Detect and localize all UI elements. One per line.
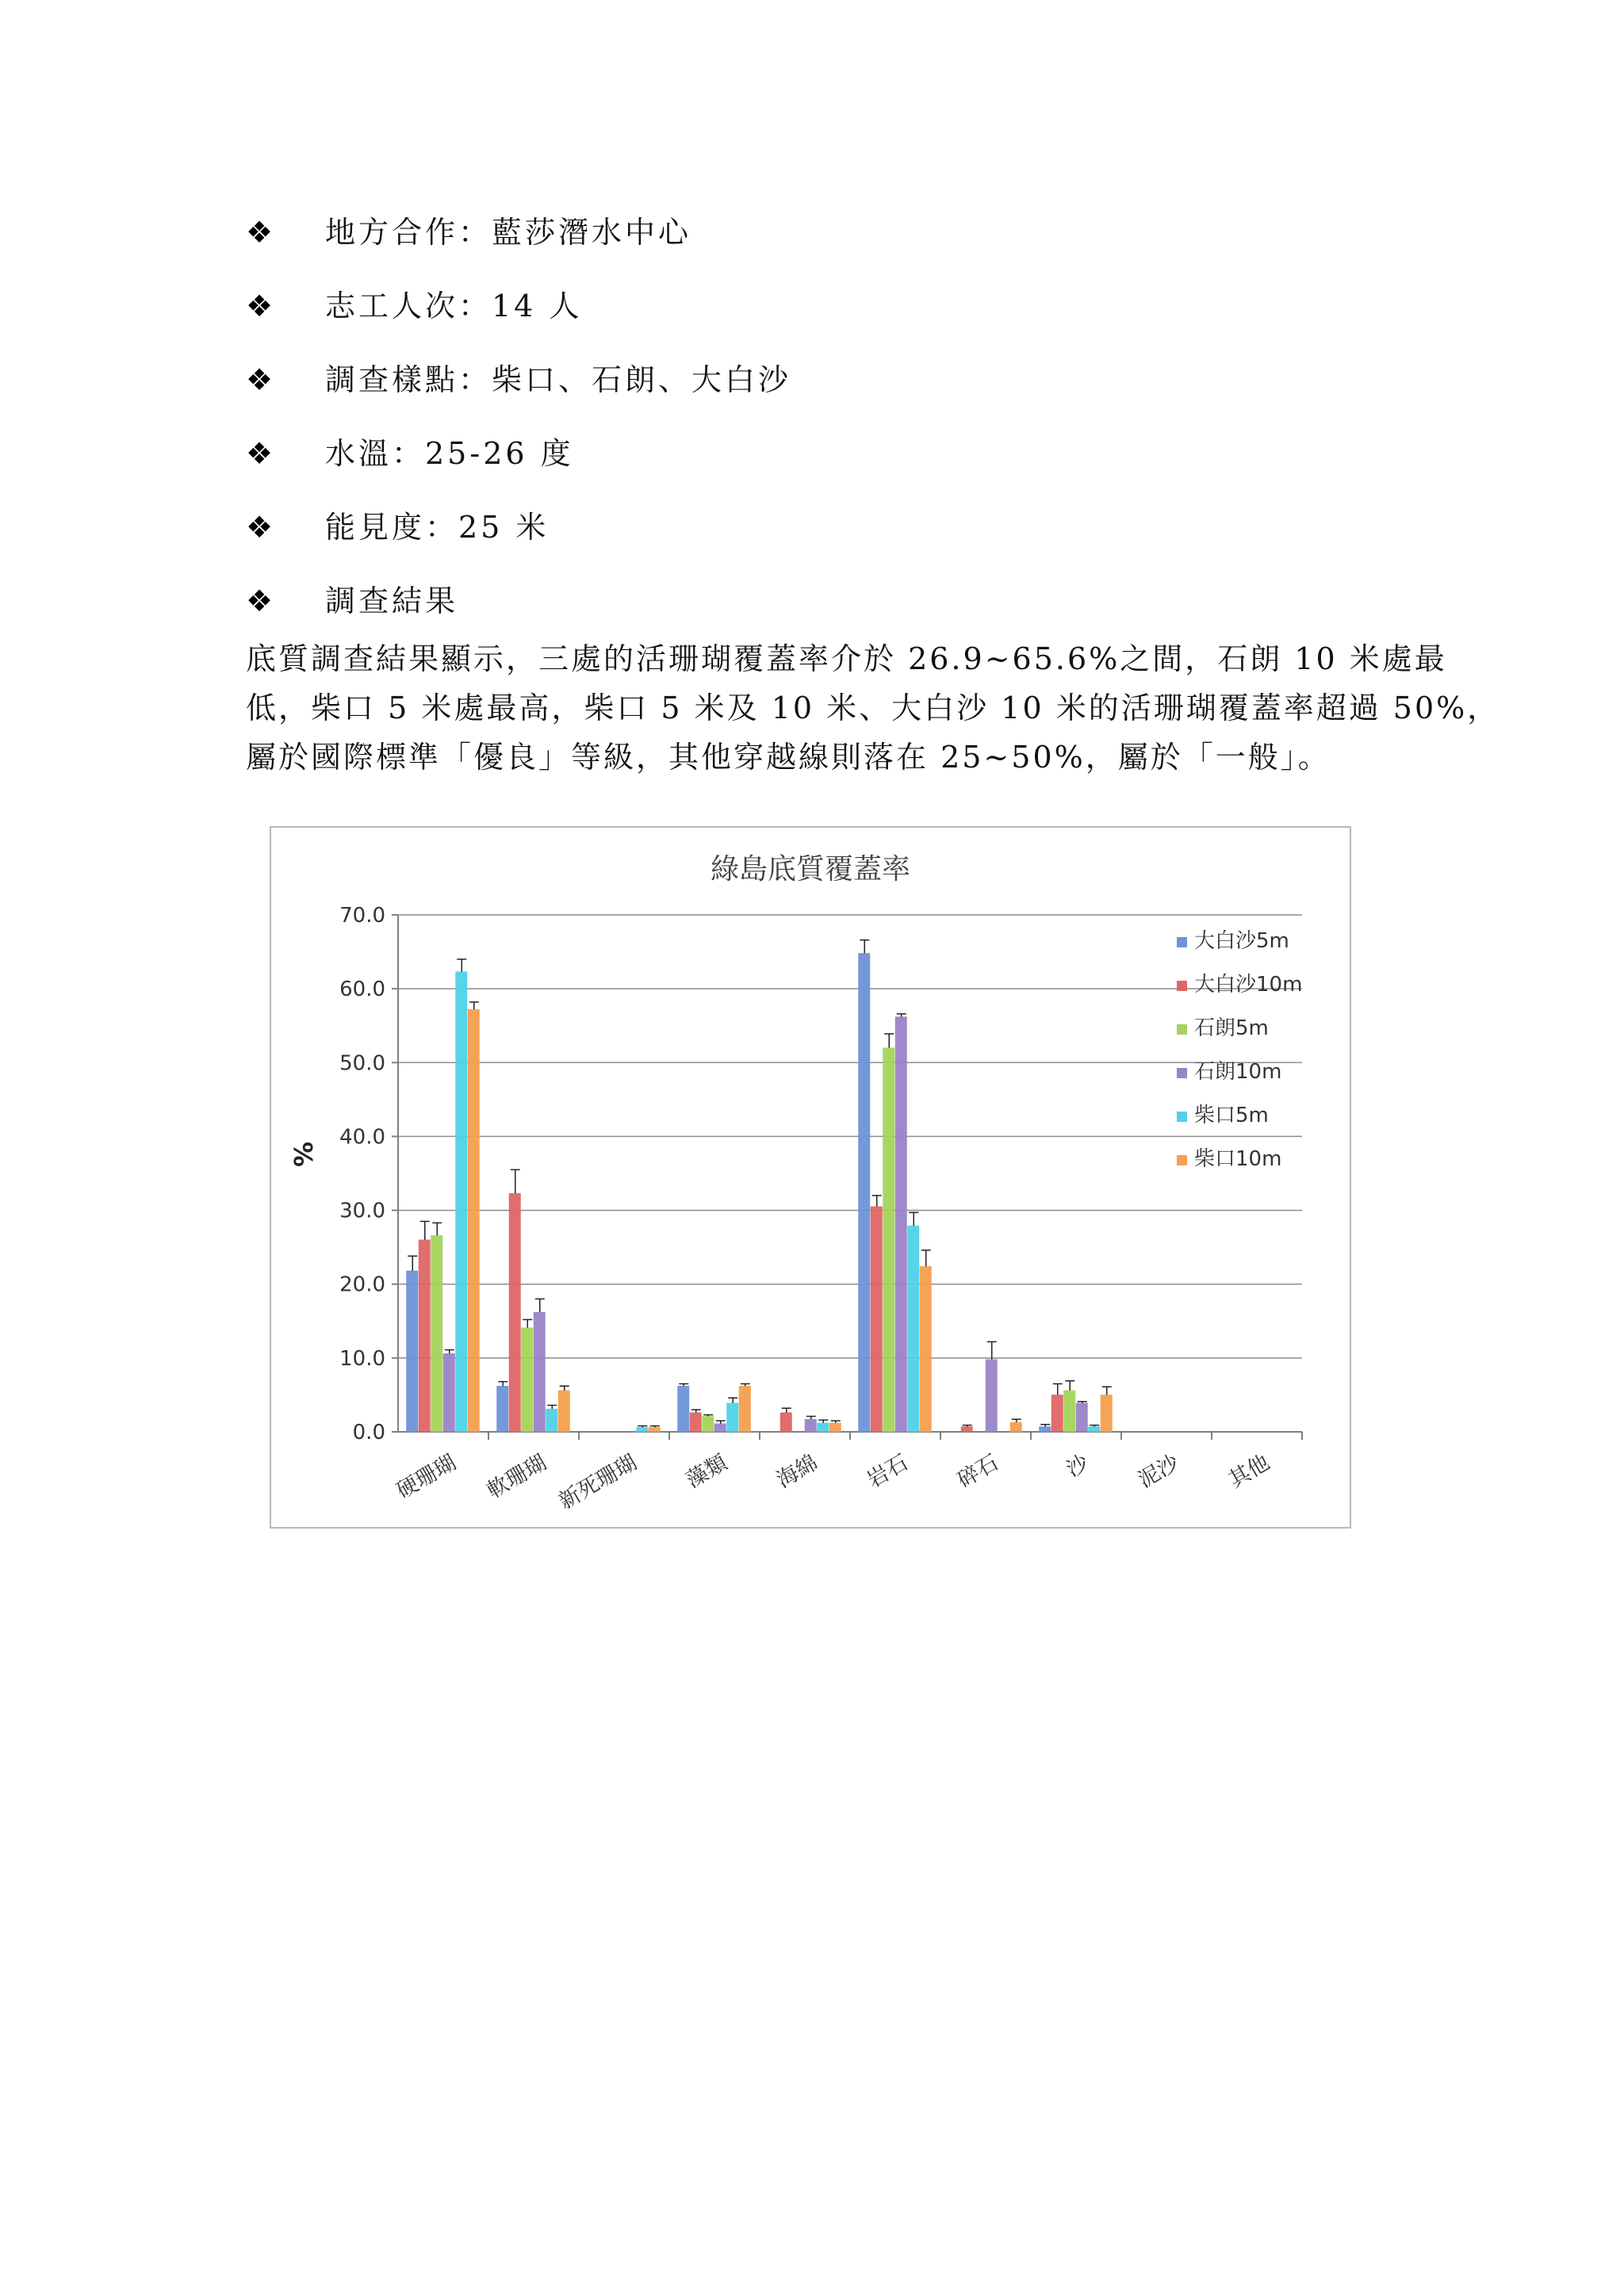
bar (456, 972, 468, 1432)
results-paragraph (246, 634, 1500, 782)
bar (522, 1328, 534, 1432)
diamond-bullet-icon: ❖ (246, 214, 274, 250)
bullet-item-water-temp (246, 416, 1396, 490)
legend-swatch (1177, 1155, 1187, 1165)
bar (1089, 1426, 1101, 1432)
bar (1051, 1395, 1063, 1432)
bar (895, 1017, 907, 1432)
paragraph-line: 低，柴口 5 米處最高，柴口 5 米及 10 米、大白沙 10 米的活珊瑚覆蓋率超過 50%， (246, 691, 1500, 725)
bar (714, 1424, 726, 1432)
diamond-bullet-icon: ❖ (246, 362, 274, 397)
x-category-label: 軟珊瑚 (482, 1450, 551, 1504)
x-category-label: 硬珊瑚 (392, 1450, 461, 1504)
y-axis-label: % (289, 1141, 319, 1168)
bar (419, 1240, 431, 1432)
bullet-item-partner (246, 195, 1396, 269)
bar (703, 1416, 714, 1432)
legend-label: 石朗5m (1194, 1016, 1269, 1040)
bar (805, 1419, 817, 1432)
bar (908, 1226, 920, 1432)
bullet-item-sites (246, 342, 1396, 416)
x-category-label: 沙 (1062, 1450, 1094, 1483)
paragraph-line: 屬於國際標準「優良」等級，其他穿越線則落在 25~50%，屬於「一般」。 (246, 740, 1331, 775)
bar-chart (271, 828, 1350, 1527)
legend-swatch (1177, 1024, 1187, 1035)
x-category-label: 碎石 (953, 1450, 1003, 1494)
bullet-text: 調查結果 (325, 583, 459, 618)
bar (443, 1353, 455, 1432)
bar (637, 1427, 649, 1432)
bar (690, 1413, 702, 1432)
y-tick-label: 20.0 (339, 1272, 385, 1297)
bar (818, 1423, 829, 1432)
bar (649, 1427, 661, 1432)
bullet-list (246, 195, 1396, 637)
x-category-label: 海綿 (772, 1450, 822, 1494)
bar (407, 1271, 419, 1432)
y-tick-label: 70.0 (339, 904, 385, 928)
y-tick-label: 10.0 (339, 1346, 385, 1371)
legend-label: 大白沙5m (1194, 929, 1289, 953)
bar (509, 1193, 521, 1432)
y-tick-label: 0.0 (352, 1421, 385, 1445)
bullet-item-results (246, 564, 1396, 637)
bullet-item-visibility (246, 490, 1396, 564)
bar (986, 1360, 998, 1432)
bar (739, 1386, 751, 1432)
bar (961, 1426, 973, 1432)
legend-swatch (1177, 1068, 1187, 1078)
legend-swatch (1177, 981, 1187, 991)
legend-swatch (1177, 937, 1187, 947)
bar (1076, 1403, 1088, 1432)
bar (780, 1413, 792, 1432)
y-tick-label: 50.0 (339, 1051, 385, 1076)
x-category-label: 泥沙 (1134, 1450, 1184, 1494)
bullet-text: 調查樣點：柴口、石朗、大白沙 (325, 362, 792, 397)
legend-label: 大白沙10m (1194, 973, 1303, 997)
diamond-bullet-icon: ❖ (246, 435, 274, 471)
y-tick-label: 40.0 (339, 1125, 385, 1150)
legend-label: 石朗10m (1194, 1060, 1282, 1084)
bar (534, 1312, 546, 1432)
diamond-bullet-icon: ❖ (246, 583, 274, 618)
bar (546, 1409, 558, 1432)
bar (1040, 1426, 1051, 1432)
x-category-label: 岩石 (863, 1450, 913, 1494)
bar (497, 1386, 509, 1432)
legend-swatch (1177, 1112, 1187, 1122)
chart-container (270, 826, 1351, 1529)
bar (468, 1009, 480, 1432)
bar (1010, 1422, 1022, 1432)
bar (558, 1391, 570, 1432)
x-category-label: 新死珊瑚 (554, 1450, 642, 1515)
x-category-label: 藻類 (682, 1450, 732, 1494)
y-tick-label: 60.0 (339, 978, 385, 1002)
bar (431, 1235, 443, 1432)
bar (678, 1386, 690, 1432)
bullet-text: 水溫：25-26 度 (325, 435, 574, 471)
paragraph-line: 底質調查結果顯示，三處的活珊瑚覆蓋率介於 26.9~65.6%之間，石朗 10 米處最 (246, 641, 1447, 676)
bar (920, 1266, 932, 1432)
bullet-text: 志工人次：14 人 (325, 288, 583, 323)
bar (883, 1048, 895, 1432)
bar (727, 1403, 739, 1432)
bar (1064, 1391, 1076, 1432)
diamond-bullet-icon: ❖ (246, 509, 274, 545)
bullet-text: 地方合作：藍莎潛水中心 (325, 214, 692, 250)
legend-label: 柴口10m (1194, 1147, 1282, 1171)
bar (859, 953, 871, 1432)
x-category-label: 其他 (1224, 1450, 1274, 1494)
bullet-item-volunteers (246, 269, 1396, 342)
legend-label: 柴口5m (1194, 1104, 1269, 1127)
bar (1101, 1395, 1113, 1432)
bar (871, 1207, 883, 1432)
chart-title: 綠島底質覆蓋率 (710, 853, 911, 886)
bar (829, 1423, 841, 1432)
y-tick-label: 30.0 (339, 1199, 385, 1223)
diamond-bullet-icon: ❖ (246, 288, 274, 323)
bullet-text: 能見度：25 米 (325, 509, 550, 545)
